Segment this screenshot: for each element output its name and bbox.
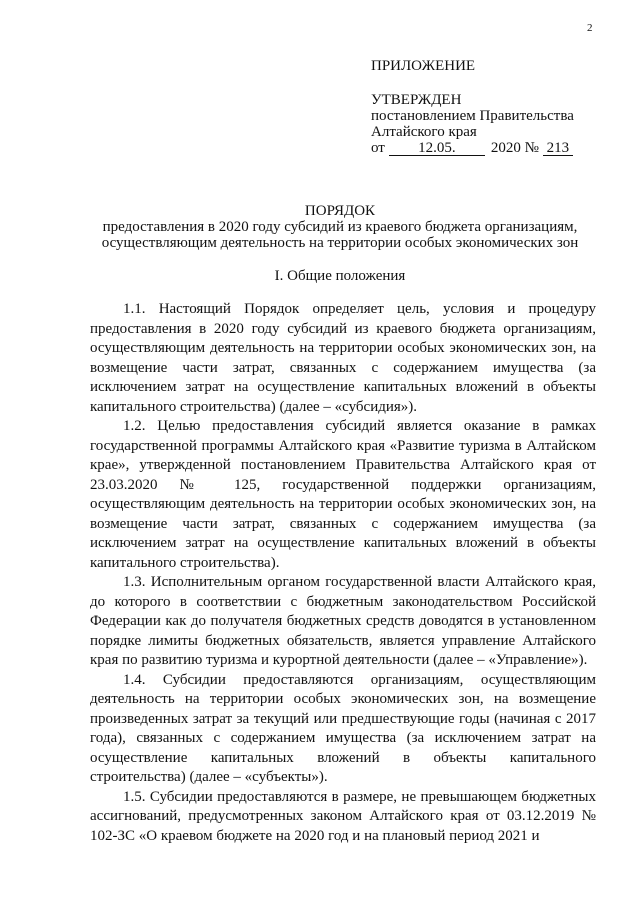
document-title-block bbox=[80, 203, 600, 251]
approval-date-line bbox=[371, 140, 574, 156]
approved-by-line-1: постановлением Правительства bbox=[371, 108, 574, 124]
paragraph-1-5: 1.5. Субсидии предоставляются в размере, не превышающем бюджетных ассигнований, предусмотренных законом Алтайского края от 03.12.2019 № 102-ЗС «О краевом бюджете на 2020 год и на плановый период 2021 и bbox=[90, 788, 596, 844]
document-subtitle: предоставления в 2020 году субсидий из краевого бюджета организациям, осуществляющим деятельность на территории особых экономических зон bbox=[101, 219, 579, 251]
approved-by-line-2: Алтайского края bbox=[371, 124, 477, 140]
paragraph-1-1: 1.1. Настоящий Порядок определяет цель, условия и процедуру предоставления в 2020 году субсидий из краевого бюджета организациям, осуществляющим деятельность на территории особых экономических зон, на возмещение части затрат, связанных с содержанием имущества (за исключением затрат на осуществление капитальных вложений в объекты капитального строительства) (далее – «субсидия»). bbox=[90, 301, 596, 415]
document-title: ПОРЯДОК bbox=[304, 203, 376, 219]
approval-date: 12.05. bbox=[389, 141, 485, 156]
paragraph-1-3: 1.3. Исполнительным органом государственной власти Алтайского края, до которого в соответствии с бюджетным законодательством Российской Федерации как до получателя бюджетных средств доводятся в установленном порядке лимиты бюджетных обязательств, является управление Алтайского края по развитию туризма и курортной деятельности (далее – «Управление»). bbox=[90, 574, 596, 668]
section-heading: I. Общие положения bbox=[274, 268, 406, 284]
paragraph-1-4: 1.4. Субсидии предоставляются организациям, осуществляющим деятельность на территории особых экономических зон, на возмещение произведенных затрат за текущий или предшествующие годы (начиная с 2017 года), связанных с содержанием имущества (за исключением затрат на осуществление капитальных вложений в объекты капитального строительства) (далее – «субъекты»). bbox=[90, 671, 596, 785]
body-text bbox=[90, 300, 596, 846]
paragraph-1-2: 1.2. Целью предоставления субсидий является оказание в рамках государственной программы Алтайского края «Развитие туризма в Алтайском крае», утвержденной постановлением Правительства Алтайского края от 23.03.2020 № 125, государственной поддержки организациям, осуществляющим деятельность на территории особых экономических зон, на возмещение части затрат, связанных с содержанием имущества (за исключением затрат на осуществление капитальных вложений в объекты капитального строительства). bbox=[90, 418, 596, 571]
annex-label: ПРИЛОЖЕНИЕ bbox=[371, 58, 476, 74]
approval-block bbox=[371, 58, 574, 156]
approved-label: УТВЕРЖДЕН bbox=[371, 92, 462, 108]
page-number: 2 bbox=[587, 22, 593, 34]
from-label: от bbox=[371, 140, 385, 156]
approval-number: 213 bbox=[543, 141, 573, 156]
year-number-label: 2020 № bbox=[490, 140, 539, 156]
